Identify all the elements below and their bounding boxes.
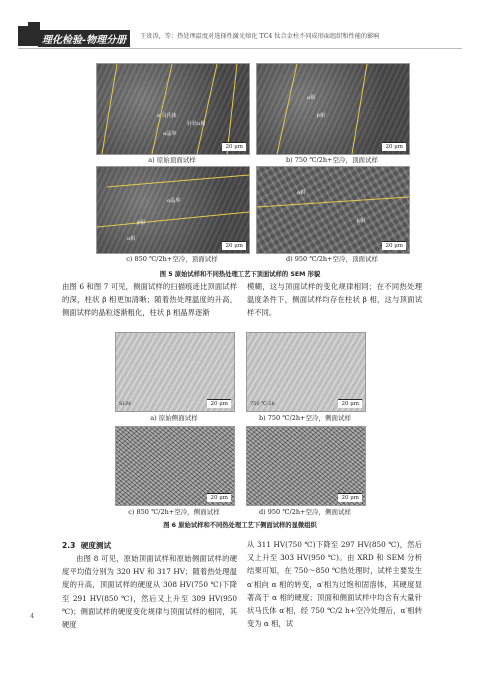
paragraph-right-2: 从 311 HV(750 ℃)下降至 297 HV(850 ℃)，然后又上升至 303 HV(950 ℃)。由 XRD 和 SEM 分析结果可知，在 750～850 ℃热处理时，试样主要发生 α′相向 α 相的转变，α′相为过饱和固溶体，其硬度显著高于 α 相的硬度；顶面和侧面试样中均含有大量针状马氏体 α′相，经 750 ℃/2 h+空冷处理后，α′相转变为 α 相，试 bbox=[247, 540, 422, 629]
fig5a-annotation: α晶界 bbox=[163, 131, 177, 137]
scale-bar: 20 μm bbox=[207, 493, 231, 502]
logo-block-shape-top bbox=[28, 22, 40, 30]
fig5b-annotation: β相 bbox=[317, 113, 325, 119]
fig6-panel-c-label: c) 850 ℃/2h+空冷，侧面试样 bbox=[128, 508, 220, 516]
fig5-panel-c-image bbox=[96, 166, 250, 254]
fig5-panel-d-label: d) 950 ℃/2h+空冷，顶面试样 bbox=[286, 255, 378, 263]
paragraph-left-1: 由图 6 和图 7 可见，侧面试样的扫描痕迹比顶面试样的深，柱状 β 相更加清晰；随着热处理温度的升高，侧面试样的晶粒逐渐粗化，柱状 β 相晶界逐渐 bbox=[62, 282, 237, 318]
scale-bar: 20 μm bbox=[207, 399, 231, 408]
fig5d-annotation: α相 bbox=[297, 190, 306, 196]
figure-6-caption: 图 6 原始试样和不同热处理工艺下侧面试样的显微组织 bbox=[163, 522, 317, 529]
scale-bar: 20 μm bbox=[382, 142, 406, 151]
fig6-panel-a-image bbox=[115, 332, 235, 412]
scale-bar: 20 μm bbox=[338, 399, 362, 408]
fig5b-grain-lines bbox=[257, 64, 409, 154]
header-divider bbox=[18, 48, 462, 49]
fig6-panel-a-label: a) 原始侧面试样 bbox=[150, 414, 198, 422]
fig5b-annotation: α相 bbox=[307, 95, 316, 101]
fig5a-annotation: α′马氏体 bbox=[157, 113, 177, 119]
fig5-panel-b-image bbox=[256, 63, 410, 155]
fig5a-grain-lines bbox=[97, 64, 249, 154]
fig6-panel-b-image bbox=[246, 332, 366, 412]
fig5c-annotation: β相 bbox=[137, 220, 145, 226]
fig6-panel-b-label: b) 750 ℃/2h+空冷，侧面试样 bbox=[259, 414, 351, 422]
fig5c-annotation: α相 bbox=[127, 236, 136, 242]
scale-bar: 20 μm bbox=[382, 241, 406, 250]
fig6-panel-d-label: d) 950 ℃/2h+空冷，侧面试样 bbox=[259, 508, 351, 516]
fig5d-annotation: β相 bbox=[357, 218, 365, 224]
scale-bar: 20 μm bbox=[222, 241, 246, 250]
journal-name: 理化检验-物理分册 bbox=[38, 30, 130, 47]
section-title: 硬度测试 bbox=[80, 541, 112, 550]
fig5c-annotation: α晶界 bbox=[167, 198, 181, 204]
fig5-panel-a-image bbox=[96, 63, 250, 155]
paragraph-left-2: 由图 8 可见，原始顶面试样和原始侧面试样的硬度平均值分别为 320 HV 和 317 HV；随着热处理温度的升高，顶面试样的硬度从 308 HV(750 ℃)下降至 291 HV(850 ℃)，然后又上升至 309 HV(950 ℃)；侧面试样的硬度变化规律与顶面试样的相同，其硬度 bbox=[62, 554, 237, 630]
scale-bar: 20 μm bbox=[338, 493, 362, 502]
fig6-panel-d-image bbox=[246, 426, 366, 506]
fig6-panel-c-image bbox=[115, 426, 235, 506]
fig5-panel-b-label: b) 750 ℃/2h+空冷，顶面试样 bbox=[286, 156, 378, 164]
running-title: 王贵涛，等：热处理温度对选择性激光熔化 TC4 钛合金柱不同成形面组织和性能的影响 bbox=[140, 33, 380, 40]
fig5-panel-c-label: c) 850 ℃/2h+空冷，顶面试样 bbox=[126, 255, 218, 263]
fig5-panel-a-label: a) 原始顶面试样 bbox=[148, 156, 196, 164]
page-number: 4 bbox=[30, 612, 35, 620]
image-tag: 750 ℃-2h bbox=[250, 401, 275, 407]
fig5-panel-d-image bbox=[256, 166, 410, 254]
figure-5-caption: 图 5 原始试样和不同热处理工艺下顶面试样的 SEM 形貌 bbox=[159, 271, 321, 278]
section-number: 2.3 bbox=[62, 541, 76, 550]
fig5a-annotation: 针状α相 bbox=[187, 121, 206, 127]
paragraph-right-1: 模糊，这与顶面试样的变化规律相同；在不同热处理温度条件下，侧面试样均存在柱状 β 相，这与顶面试样不同。 bbox=[247, 282, 422, 318]
section-heading bbox=[62, 540, 111, 551]
image-tag: SLM bbox=[119, 401, 131, 407]
scale-bar: 20 μm bbox=[222, 142, 246, 151]
